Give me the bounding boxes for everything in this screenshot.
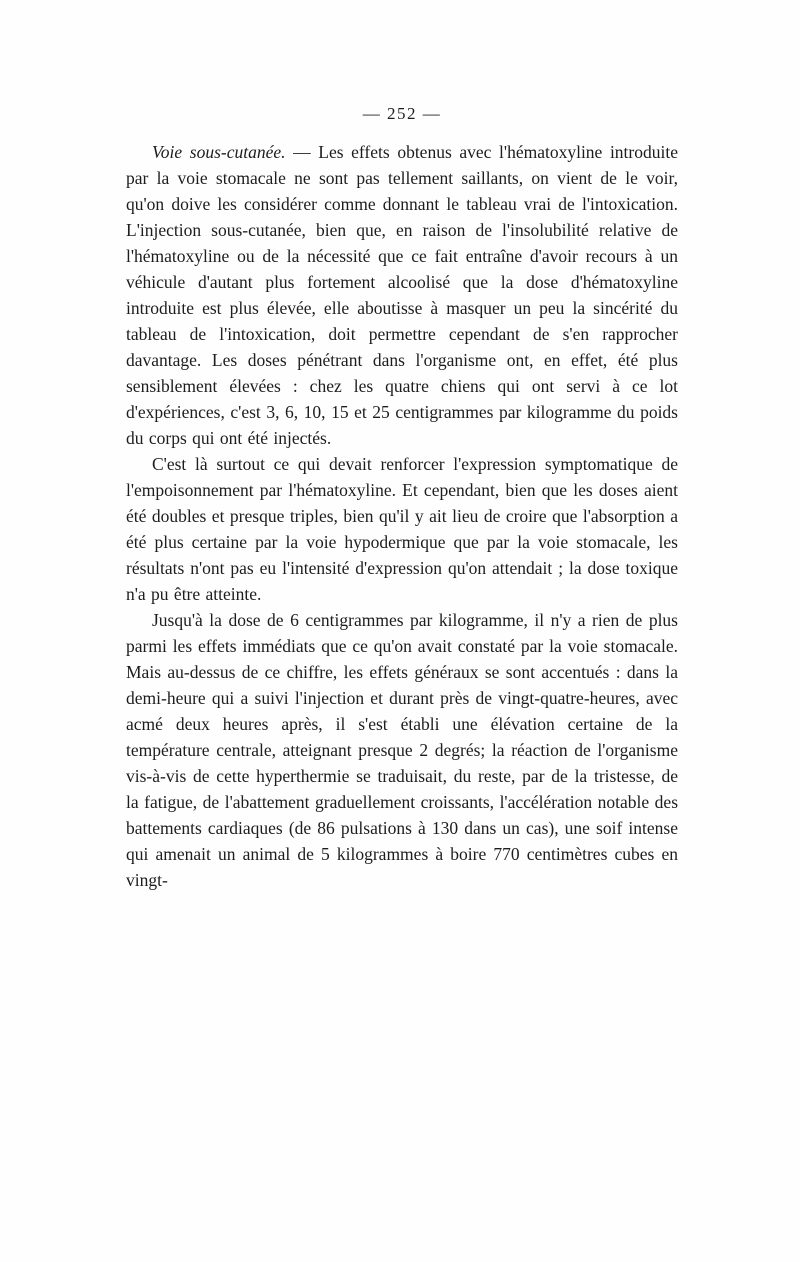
- paragraph-1-italic-lead: Voie sous-cutanée.: [152, 142, 286, 162]
- page-number: — 252 —: [362, 104, 442, 123]
- paragraph-1: [126, 139, 678, 451]
- paragraph-2: C'est là surtout ce qui devait renforcer l'expression symptomatique de l'empoisonnement par l'hématoxyline. Et cependant, bien que les doses aient été doubles et presque triples, bien qu'il y ait lieu de croire que l'absorption a été plus certaine par la voie hypodermique que par la voie stomacale, les résultats n'ont pas eu l'intensité d'expression qu'on attendait ; la dose toxique n'a pu être atteinte.: [126, 454, 678, 604]
- paragraph-3: Jusqu'à la dose de 6 centigrammes par kilogramme, il n'y a rien de plus parmi les effets immédiats que ce qu'on avait constaté par la voie stomacale. Mais au-dessus de ce chiffre, les effets généraux se sont accentués : dans la demi-heure qui a suivi l'injection et durant près de vingt-quatre-heures, avec acmé deux heures après, il s'est établi une élévation certaine de la température centrale, atteignant presque 2 degrés; la réaction de l'organisme vis-à-vis de cette hyperthermie se traduisait, du reste, par de la tristesse, de la fatigue, de l'abattement graduellement croissants, l'accélération notable des battements cardiaques (de 86 pulsations à 130 dans un cas), une soif intense qui amenait un animal de 5 kilogrammes à boire 770 centimètres cubes en vingt-: [126, 610, 678, 890]
- paragraph-1-text: — Les effets obtenus avec l'hématoxyline introduite par la voie stomacale ne sont pas tellement saillants, on vient de le voir, qu'on doive les considérer comme donnant le tableau vrai de l'intoxication. L'injection sous-cutanée, bien que, en raison de l'insolubilité relative de l'hématoxyline ou de la nécessité que ce fait entraîne d'avoir recours à un véhicule d'autant plus fortement alcoolisé que la dose d'hématoxyline introduite est plus élevée, elle aboutisse à masquer un peu la sincérité du tableau de l'intoxication, doit permettre cependant de s'en rapprocher davantage. Les doses pénétrant dans l'organisme ont, en effet, été plus sensiblement élevées : chez les quatre chiens qui ont servi à ce lot d'expériences, c'est 3, 6, 10, 15 et 25 centigrammes par kilogramme du poids du corps qui ont été injectés.: [126, 142, 678, 448]
- page-body: [126, 139, 678, 893]
